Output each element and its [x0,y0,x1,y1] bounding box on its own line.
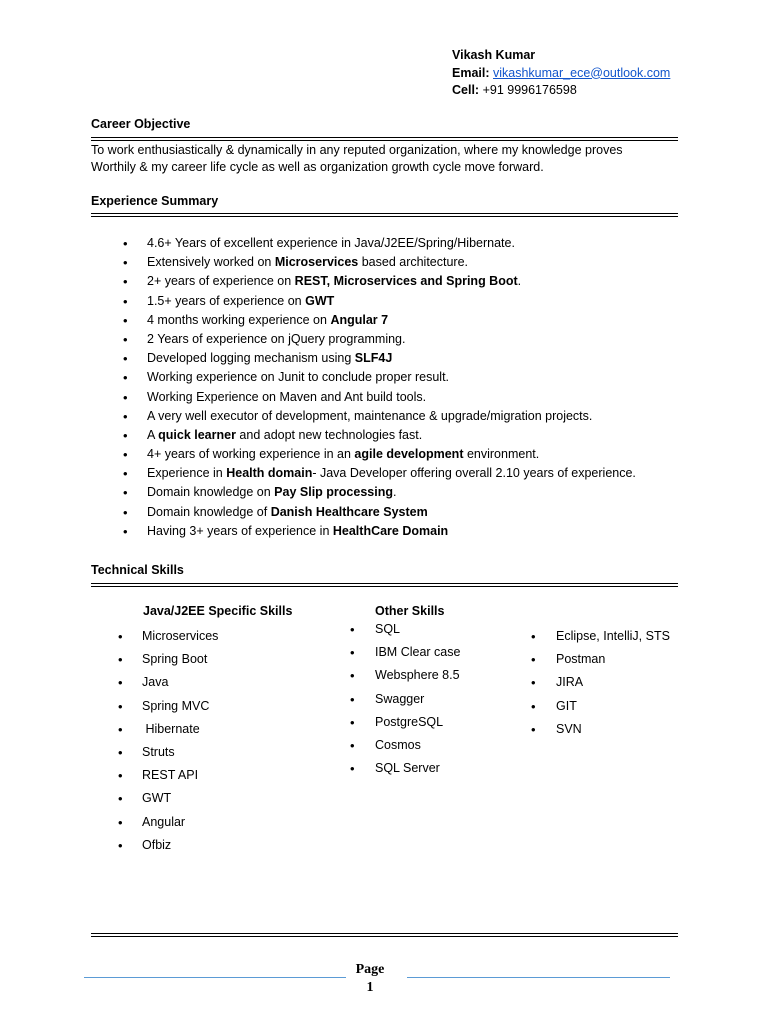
page-number [349,961,391,997]
skill-item: • SQL Server [350,757,460,780]
other-skills-heading: Other Skills [375,604,445,618]
experience-list [0,234,636,541]
experience-item: • Experience in Health domain- Java Developer offering overall 2.10 years of experience. [0,464,636,483]
skill-item: • IBM Clear case [350,641,460,664]
skill-item: • PostgreSQL [350,711,460,734]
java-skills-heading: Java/J2EE Specific Skills [143,604,293,618]
experience-item: • Working experience on Junit to conclude proper result. [0,368,636,387]
other-skills-list [350,618,460,780]
cell-line [452,82,577,100]
email-label: Email: [452,65,490,80]
career-objective-heading: Career Objective [91,117,191,131]
tools-list [531,625,670,741]
skill-item: • JIRA [531,671,670,694]
candidate-name: Vikash Kumar [452,48,536,62]
cell-label: Cell: [452,83,480,97]
section-divider [91,137,678,141]
experience-item: • Having 3+ years of experience in HealthCare Domain [0,522,636,541]
experience-item: • 4.6+ Years of excellent experience in Java/J2EE/Spring/Hibernate. [0,234,636,253]
skill-item: • Postman [531,648,670,671]
experience-item: • 4 months working experience on Angular 7 [0,311,636,330]
page-label: Page [355,962,385,977]
skill-item: • Websphere 8.5 [350,664,460,687]
skill-item: • Java [118,671,218,694]
skill-item: • Struts [118,741,218,764]
experience-item: • 1.5+ years of experience on GWT [0,292,636,311]
technical-skills-heading: Technical Skills [91,563,184,577]
skill-item: • REST API [118,764,218,787]
objective-line: To work enthusiastically & dynamically in any reputed organization, where my knowledge proves [91,143,623,157]
experience-item: • Working Experience on Maven and Ant build tools. [0,388,636,407]
skill-item: • Hibernate [118,718,218,741]
page-number-value: 1 [366,980,374,995]
experience-item: • Domain knowledge of Danish Healthcare System [0,503,636,522]
experience-item: • A quick learner and adopt new technologies fast. [0,426,636,445]
skill-item: • Spring MVC [118,695,218,718]
experience-item: • 2+ years of experience on REST, Microservices and Spring Boot. [0,272,636,291]
skill-item: • Eclipse, IntelliJ, STS [531,625,670,648]
experience-item: • Domain knowledge on Pay Slip processing. [0,483,636,502]
footer-divider [91,933,678,937]
skill-item: • GWT [118,787,218,810]
experience-item: • Developed logging mechanism using SLF4J [0,349,636,368]
experience-item: • 4+ years of working experience in an agile development environment. [0,445,636,464]
footer-rule-right [407,977,670,978]
skill-item: • SVN [531,718,670,741]
footer-rule-left [84,977,346,978]
section-divider [91,583,678,587]
email-line [452,65,670,83]
skill-item: • SQL [350,618,460,641]
skill-item: • Cosmos [350,734,460,757]
skill-item: • Spring Boot [118,648,218,671]
skill-item: • Microservices [118,625,218,648]
career-objective-text [91,142,691,176]
experience-item: • A very well executor of development, maintenance & upgrade/migration projects. [0,407,636,426]
experience-item: • Extensively worked on Microservices based architecture. [0,253,636,272]
java-skills-list [118,625,218,857]
skill-item: • GIT [531,695,670,718]
experience-summary-heading: Experience Summary [91,194,219,208]
cell-value: +91 9996176598 [482,83,577,97]
experience-item: • 2 Years of experience on jQuery programming. [0,330,636,349]
objective-line: Worthily & my career life cycle as well as organization growth cycle move forward. [91,160,544,174]
section-divider [91,213,678,217]
email-link[interactable]: vikashkumar_ece@outlook.com [493,65,671,80]
skill-item: • Ofbiz [118,834,218,857]
skill-item: • Swagger [350,688,460,711]
skill-item: • Angular [118,811,218,834]
